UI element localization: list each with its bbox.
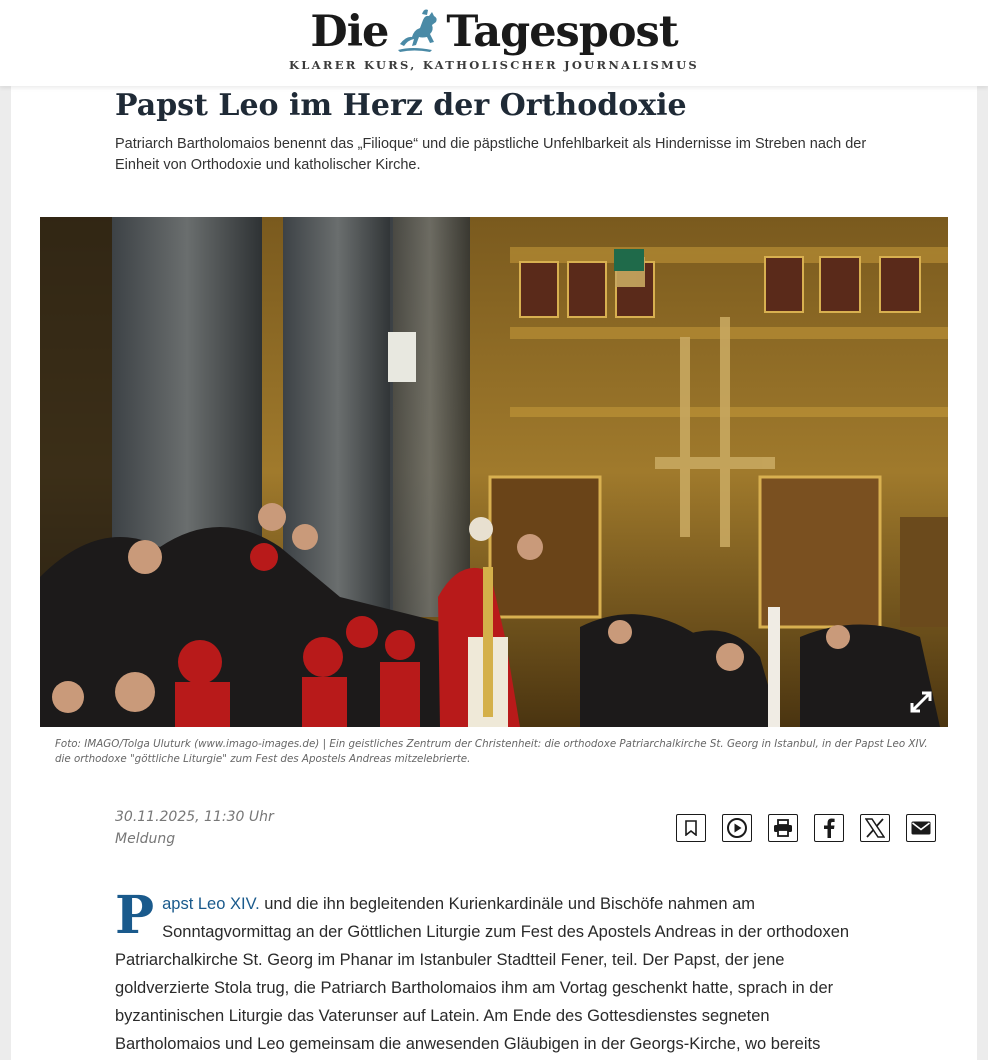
site-logo[interactable] [0, 4, 988, 60]
bookmark-icon [684, 820, 698, 836]
article-date: 30.11.2025, 11:30 Uhr [115, 809, 274, 825]
article-photo[interactable] [40, 217, 948, 727]
article-headline: Papst Leo im Herz der Orthodoxie [115, 88, 687, 123]
listen-button[interactable] [722, 814, 752, 842]
church-liturgy-image [40, 217, 948, 727]
mail-share-button[interactable] [906, 814, 936, 842]
mail-icon [911, 820, 931, 836]
article-card [11, 86, 977, 1060]
facebook-icon [823, 818, 835, 838]
article-body-text: und die ihn begleitenden Kurienkardinäle und Bischöfe nahmen am Sonntagvormittag an der Göttlichen Liturgie zum Fest des Apostels Andreas in der orthodoxen Patriarchalkirche St. Georg im Phanar im Istanbuler Stadtteil Fener, teil. Der Papst, der jene goldverzierte Stola trug, die Patriarch Bartholomaios ihm am Vortag geschenkt hatte, sprach in der byzantinischen Liturgie das Vaterunser auf Latein. Am Ende des Gottesdienstes segneten Bartholomaios und Leo gemeinsam die anwesenden Gläubigen in der Georgs-Kirche, wo bereits [115, 895, 850, 1053]
article-lead: Patriarch Bartholomaios benennt das „Filioque“ und die päpstliche Unfehlbarkeit als Hindernisse im Streben nach der Einheit von Orthodoxie und katholischer Kirche. [115, 136, 867, 173]
logo-text-left: Die [310, 7, 389, 57]
facebook-share-button[interactable] [814, 814, 844, 842]
x-share-button[interactable] [860, 814, 890, 842]
site-header [0, 0, 988, 86]
play-icon [726, 817, 748, 839]
print-button[interactable] [768, 814, 798, 842]
logo-text-right: Tagespost [446, 7, 678, 57]
dropcap-letter: P [115, 885, 155, 946]
bookmark-button[interactable] [676, 814, 706, 842]
site-tagline: KLARER KURS, KATHOLISCHER JOURNALISMUS [288, 58, 700, 72]
horse-rider-logo-icon [392, 6, 444, 58]
expand-icon[interactable] [908, 689, 934, 715]
x-icon [865, 818, 885, 838]
print-icon [773, 819, 793, 837]
article-body [115, 885, 875, 1058]
pope-leo-link[interactable]: apst Leo XIV. [162, 895, 260, 913]
share-toolbar [676, 814, 936, 846]
article-type: Meldung [115, 831, 176, 847]
photo-caption: Foto: IMAGO/Tolga Uluturk (www.imago-images.de) | Ein geistliches Zentrum der Christenheit: die orthodoxe Patriarchalkirche St. Georg in Istanbul, in der Papst Leo XIV. die orthodoxe "göttliche Liturgie" zum Fest des Apostels Andreas mitzelebrierte. [55, 738, 928, 765]
